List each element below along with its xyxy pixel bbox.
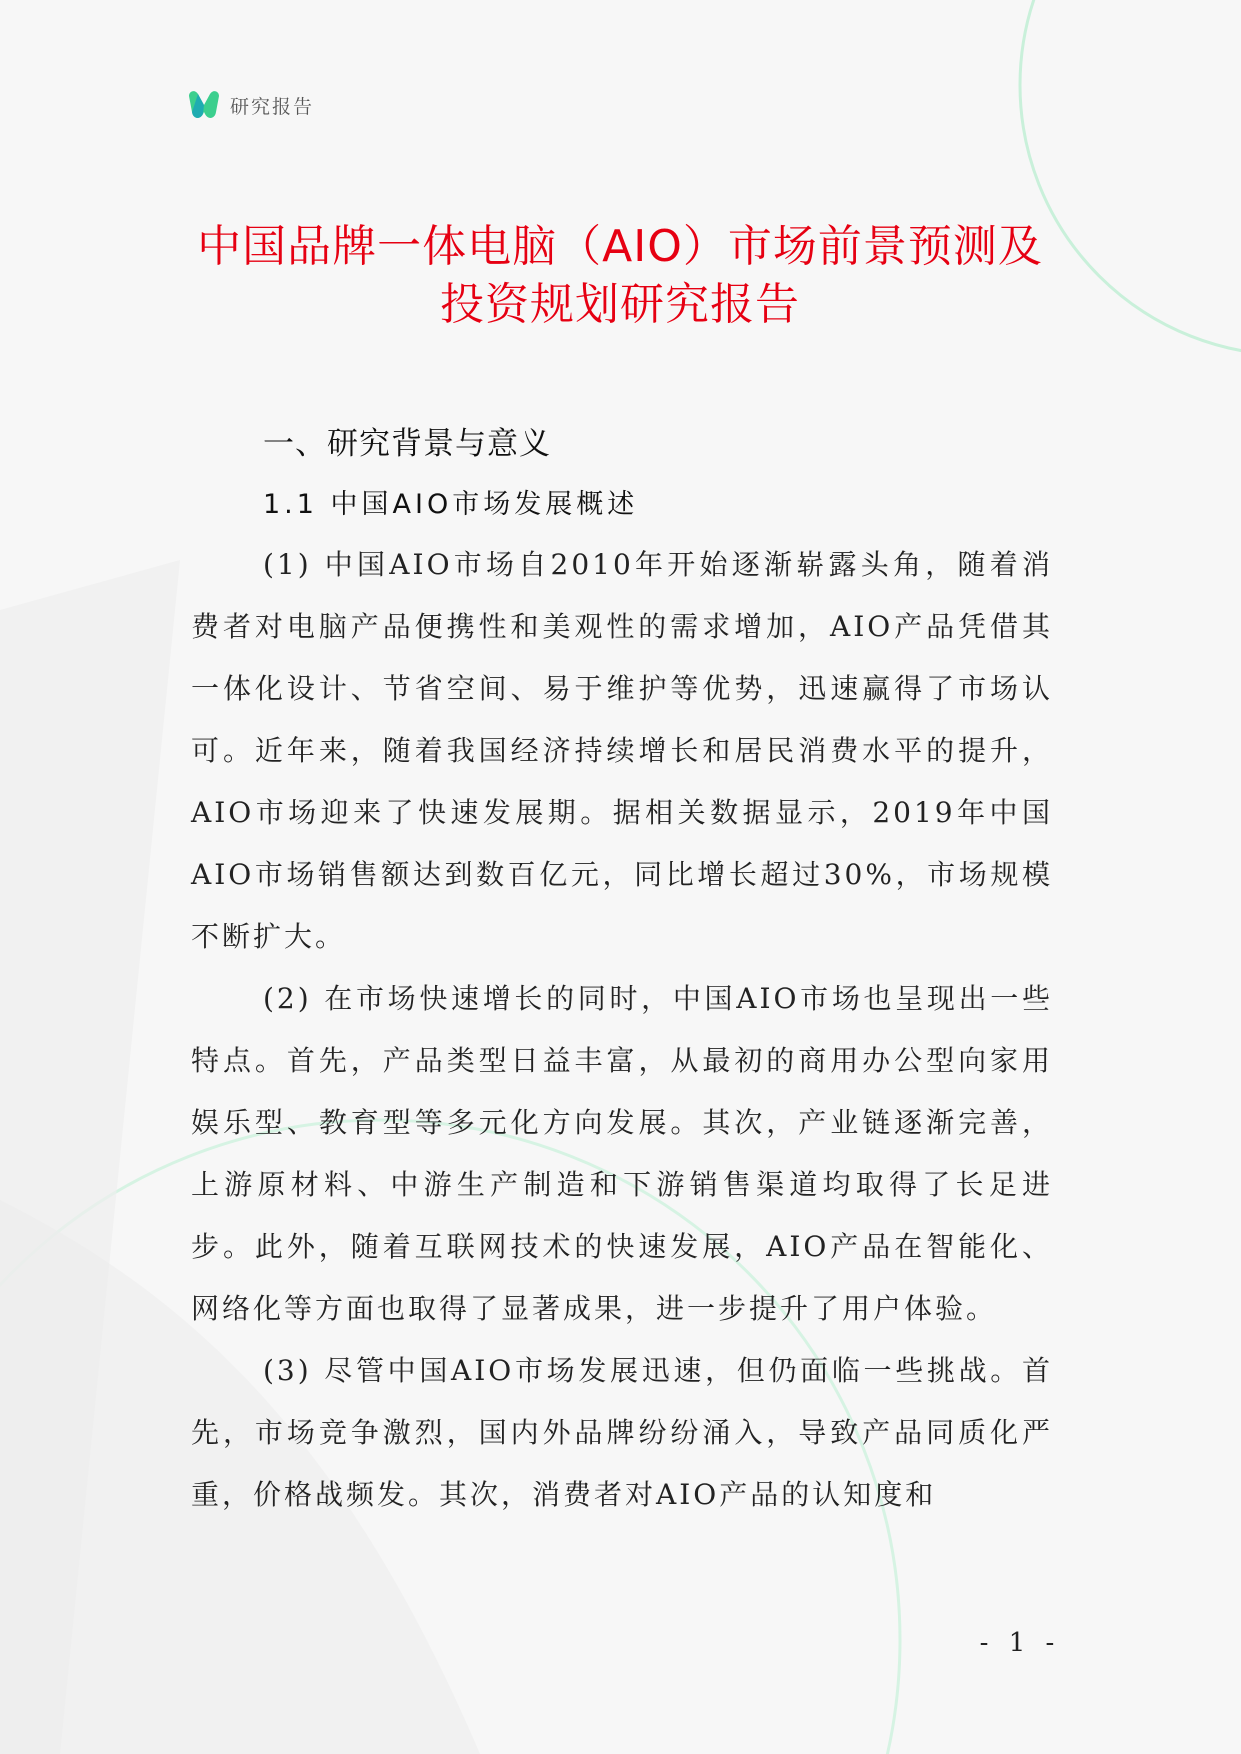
brand-logo-icon [186, 88, 222, 122]
document-title [130, 218, 1110, 334]
header-label: 研究报告 [230, 95, 315, 118]
paragraph-1: (1) 中国AIO市场自2010年开始逐渐崭露头角，随着消费者对电脑产品便携性和美观性的需求增加，AIO产品凭借其一体化设计、节省空间、易于维护等优势，迅速赢得了市场认可。近年来，随着我国经济持续增长和居民消费水平的提升，AIO市场迎来了快速发展期。据相关数据显示，2019年中国AIO市场销售额达到数百亿元，同比增长超过30%，市场规模不断扩大。 [191, 548, 1053, 953]
paragraph-2: (2) 在市场快速增长的同时，中国AIO市场也呈现出一些特点。首先，产品类型日益丰富，从最初的商用办公型向家用娱乐型、教育型等多元化方向发展。其次，产业链逐渐完善，上游原材料、中游生产制造和下游销售渠道均取得了长足进步。此外，随着互联网技术的快速发展，AIO产品在智能化、网络化等方面也取得了显著成果，进一步提升了用户体验。 [191, 982, 1053, 1325]
subsection-heading: 1.1 中国AIO市场发展概述 [263, 489, 639, 520]
page-header [186, 88, 314, 122]
body-text [191, 534, 1053, 1526]
paragraph-3: (3) 尽管中国AIO市场发展迅速，但仍面临一些挑战。首先，市场竞争激烈，国内外品牌纷纷涌入，导致产品同质化严重，价格战频发。其次，消费者对AIO产品的认知度和 [191, 1354, 1053, 1511]
section-heading: 一、研究背景与意义 [263, 426, 551, 462]
page-number: - 1 - [979, 1628, 1061, 1658]
title-line-1: 中国品牌一体电脑（AIO）市场前景预测及 [197, 221, 1043, 272]
title-line-2: 投资规划研究报告 [440, 279, 800, 330]
